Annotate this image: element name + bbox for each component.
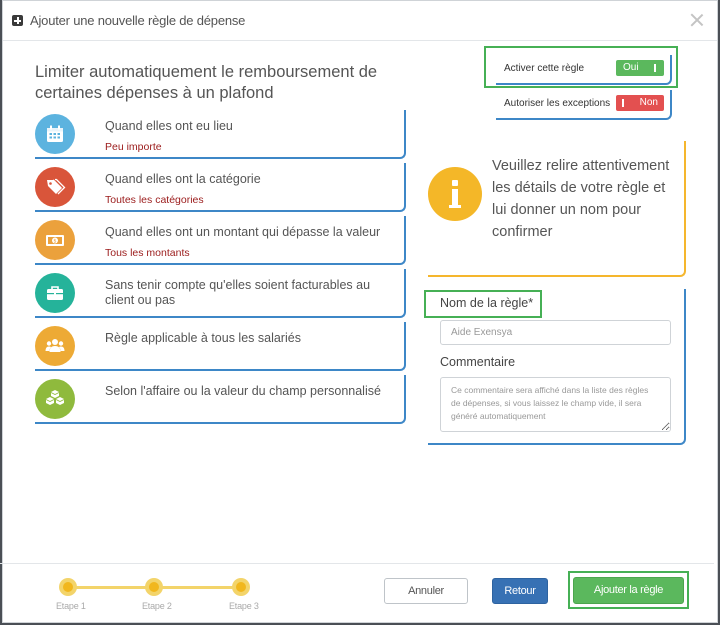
calendar-icon	[35, 114, 75, 154]
criteria-list	[35, 110, 406, 428]
criterion-value: Toutes les catégories	[105, 194, 204, 206]
activate-rule-value: Oui	[623, 62, 639, 73]
close-icon[interactable]	[689, 12, 705, 28]
comment-textarea[interactable]	[440, 377, 671, 432]
banknote-icon	[35, 220, 75, 260]
rule-description-heading: Limiter automatiquement le remboursement de certaines dépenses à un plafond	[35, 63, 378, 102]
step-3-indicator	[232, 578, 250, 596]
add-rule-button[interactable]: Ajouter la règle	[573, 577, 684, 604]
allow-exceptions-row	[496, 90, 672, 120]
allow-exceptions-toggle[interactable]	[616, 95, 664, 111]
allow-exceptions-label: Autoriser les exceptions	[504, 98, 611, 109]
plus-square-icon	[12, 15, 23, 26]
svg-text:$: $	[53, 238, 57, 245]
criterion-date[interactable]	[35, 110, 406, 159]
cubes-icon	[35, 379, 75, 419]
criterion-project[interactable]	[35, 375, 406, 424]
info-message: Veuillez relire attentivement les détails de votre règle et lui donner un nom pour confirmer	[492, 158, 670, 240]
dialog-title: Ajouter une nouvelle règle de dépense	[30, 13, 246, 28]
info-panel	[428, 141, 686, 277]
rule-name-highlight	[424, 290, 542, 318]
step-3-label: Etape 3	[229, 601, 259, 611]
criterion-billable[interactable]	[35, 269, 406, 318]
cancel-button[interactable]: Annuler	[384, 578, 468, 604]
back-button[interactable]: Retour	[492, 578, 548, 604]
step-2-label: Etape 2	[142, 601, 172, 611]
step-1-label: Etape 1	[56, 601, 86, 611]
criterion-title: Sans tenir compte qu'elles soient facturables au client ou pas	[105, 278, 371, 307]
criterion-employees[interactable]	[35, 322, 406, 371]
comment-label: Commentaire	[440, 355, 516, 369]
criterion-value: Peu importe	[105, 141, 162, 153]
activate-rule-highlight	[484, 46, 678, 88]
criterion-title: Quand elles ont la catégorie	[105, 172, 261, 186]
rule-name-input[interactable]	[440, 320, 671, 345]
briefcase-icon	[35, 273, 75, 313]
criterion-title: Selon l'affaire ou la valeur du champ personnalisé	[105, 384, 381, 398]
activate-rule-label: Activer cette règle	[504, 63, 585, 74]
criterion-title: Règle applicable à tous les salariés	[105, 331, 301, 345]
tags-icon	[35, 167, 75, 207]
criterion-amount[interactable]	[35, 216, 406, 265]
criterion-value: Tous les montants	[105, 247, 190, 259]
allow-exceptions-value: Non	[639, 97, 658, 108]
rule-name-label: Nom de la règle*	[440, 296, 534, 310]
criterion-title: Quand elles ont eu lieu	[105, 119, 233, 133]
step-1-indicator	[59, 578, 77, 596]
dialog-header	[3, 1, 717, 41]
toggle-knob	[622, 99, 624, 107]
users-icon	[35, 326, 75, 366]
criterion-category[interactable]	[35, 163, 406, 212]
criterion-title: Quand elles ont un montant qui dépasse la valeur	[105, 225, 381, 239]
info-icon	[428, 167, 482, 221]
step-2-indicator	[145, 578, 163, 596]
